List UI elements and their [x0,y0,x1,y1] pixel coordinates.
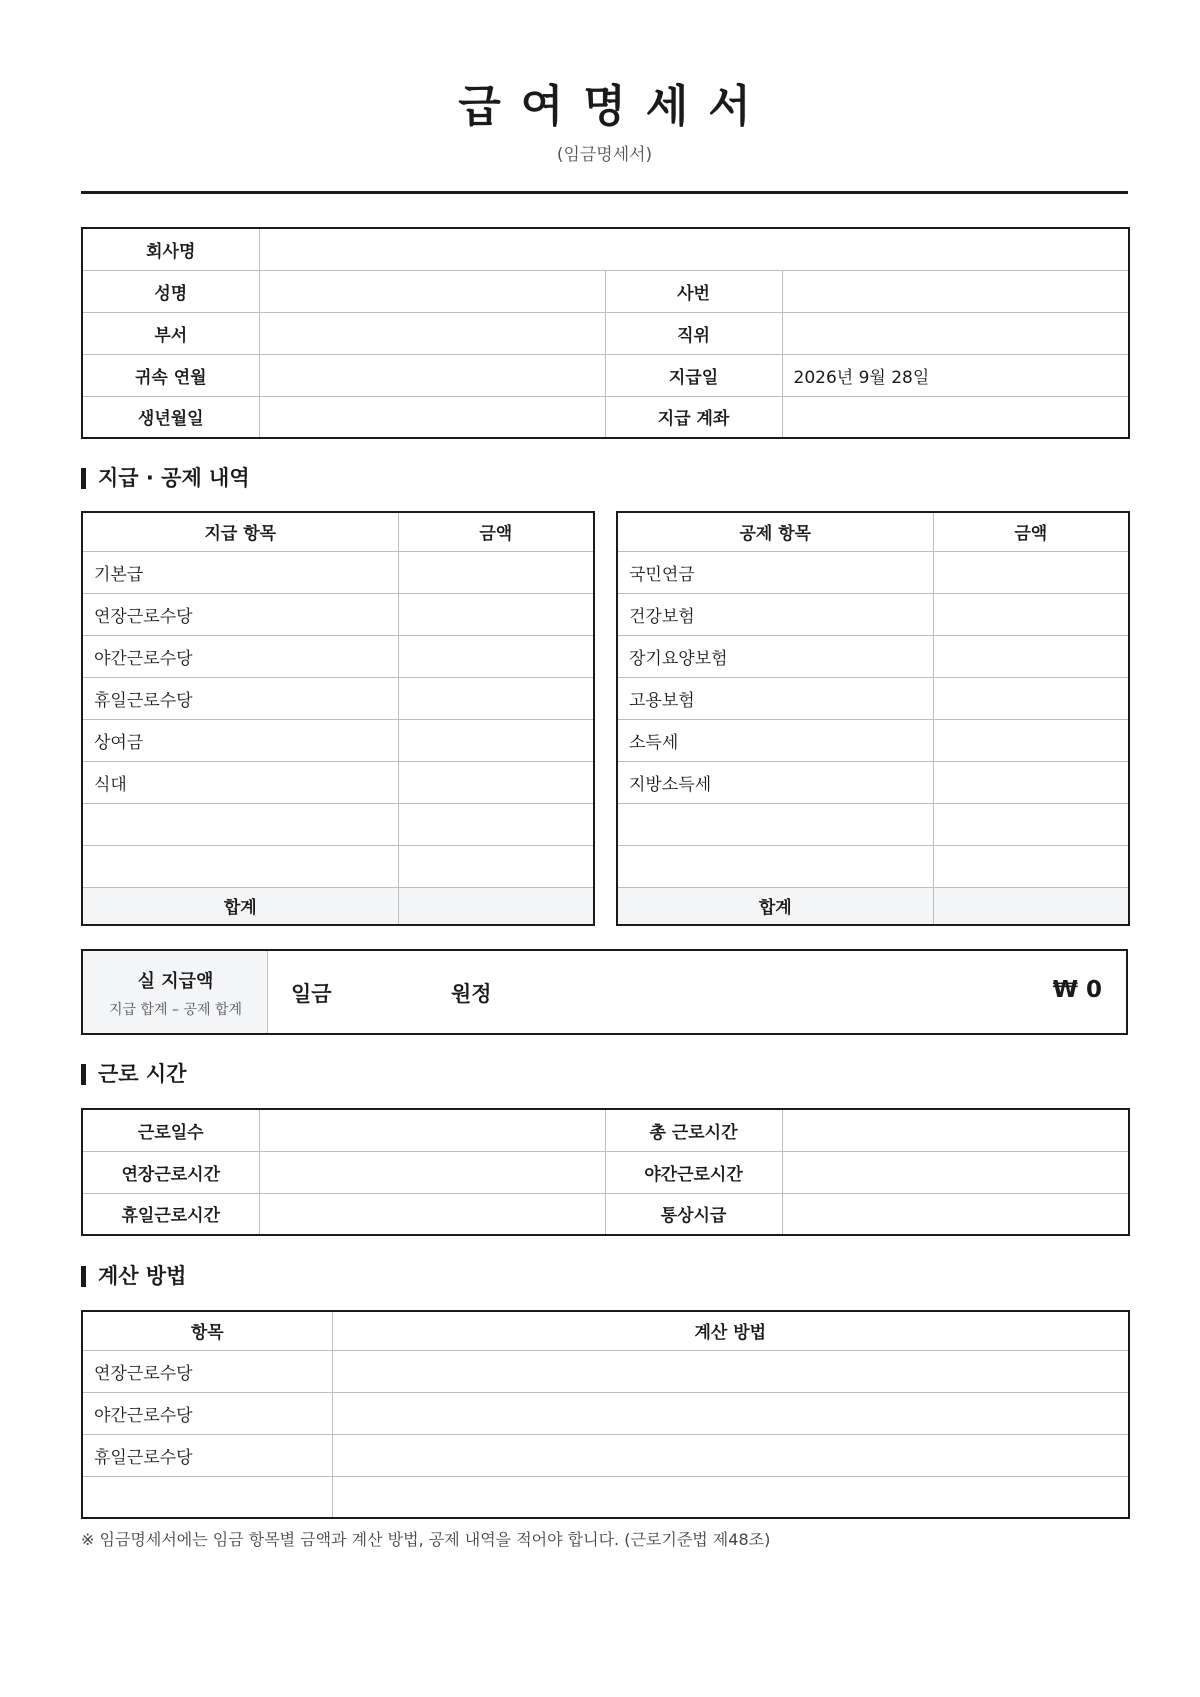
paydate-label: 지급일 [605,354,782,396]
deduction-item: 장기요양보험 [617,635,933,677]
deduction-item[interactable] [617,803,933,845]
deduction-amount[interactable] [933,845,1129,887]
table-row [617,803,1129,845]
net-pay-label: 실 지급액 [137,971,214,992]
work-row-overtime [82,1151,1129,1193]
deduction-item: 건강보험 [617,593,933,635]
earnings-item[interactable] [82,803,398,845]
net-pay-box [81,949,1128,1035]
info-row-name [82,270,1129,312]
info-row-birth [82,396,1129,438]
table-row [82,845,594,887]
earnings-amount-header: 금액 [398,512,594,551]
earnings-item: 야간근로수당 [82,635,398,677]
earnings-item: 상여금 [82,719,398,761]
info-row-department [82,312,1129,354]
table-row [617,677,1129,719]
calc-item-header: 항목 [82,1311,332,1350]
company-value[interactable] [259,228,1129,270]
calc-method-header: 계산 방법 [332,1311,1129,1350]
earnings-total-value [398,887,594,925]
deductions-item-header: 공제 항목 [617,512,933,551]
deductions-total-label: 합계 [617,887,933,925]
info-row-period [82,354,1129,396]
deduction-amount[interactable] [933,761,1129,803]
work-hours-table [81,1108,1130,1236]
hourly-wage-label: 통상시급 [605,1193,782,1235]
holiday-hours-label: 휴일근로시간 [82,1193,259,1235]
deduction-amount[interactable] [933,593,1129,635]
table-row [617,551,1129,593]
name-label: 성명 [82,270,259,312]
deduction-amount[interactable] [933,635,1129,677]
earnings-amount[interactable] [398,551,594,593]
info-row-company [82,228,1129,270]
night-hours-value[interactable] [782,1151,1129,1193]
deductions-table [616,511,1130,926]
birthdate-value[interactable] [259,396,605,438]
table-row [82,635,594,677]
calc-item[interactable] [82,1476,332,1518]
earnings-amount[interactable] [398,761,594,803]
earnings-total-label: 합계 [82,887,398,925]
earnings-item: 식대 [82,761,398,803]
total-hours-label: 총 근로시간 [605,1109,782,1151]
calc-method[interactable] [332,1434,1129,1476]
earnings-table [81,511,595,926]
table-row [82,593,594,635]
employee-info-table [81,227,1130,439]
earnings-item-header: 지급 항목 [82,512,398,551]
calc-method-table [81,1310,1130,1519]
calc-method[interactable] [332,1350,1129,1392]
table-row [82,1434,1129,1476]
document-title: 급여명세서 [458,81,771,132]
work-days-value[interactable] [259,1109,605,1151]
calc-item: 야간근로수당 [82,1392,332,1434]
table-row [617,635,1129,677]
table-row [82,551,594,593]
hourly-wage-value[interactable] [782,1193,1129,1235]
document-subtitle: (임금명세서) [556,145,653,165]
table-row [82,803,594,845]
earnings-header-row [82,512,594,551]
earnings-amount[interactable] [398,803,594,845]
paydate-value[interactable]: 2026년 9월 28일 [782,354,1129,396]
earnings-amount[interactable] [398,593,594,635]
deduction-amount[interactable] [933,803,1129,845]
deductions-header-row [617,512,1129,551]
table-row [82,719,594,761]
pay-section-title: 지급 · 공제 내역 [81,466,250,490]
table-row [617,761,1129,803]
period-value[interactable] [259,354,605,396]
position-value[interactable] [782,312,1129,354]
deduction-item: 고용보험 [617,677,933,719]
birthdate-label: 생년월일 [82,396,259,438]
table-row [82,1476,1129,1518]
work-row-holiday [82,1193,1129,1235]
net-pay-amount: ₩ 0 [1052,977,1102,1003]
account-label: 지급 계좌 [605,396,782,438]
employee-number-label: 사번 [605,270,782,312]
net-pay-formula: 지급 합계 – 공제 합계 [109,1002,242,1018]
night-hours-label: 야간근로시간 [605,1151,782,1193]
deduction-item: 지방소득세 [617,761,933,803]
earnings-total-row [82,887,594,925]
table-row [617,719,1129,761]
work-days-label: 근로일수 [82,1109,259,1151]
earnings-amount[interactable] [398,845,594,887]
calc-item: 연장근로수당 [82,1350,332,1392]
deduction-amount[interactable] [933,719,1129,761]
deductions-amount-header: 금액 [933,512,1129,551]
calc-method[interactable] [332,1392,1129,1434]
work-row-days [82,1109,1129,1151]
deduction-item[interactable] [617,845,933,887]
period-label: 귀속 연월 [82,354,259,396]
deduction-amount[interactable] [933,677,1129,719]
legal-footnote: ※ 임금명세서에는 임금 항목별 금액과 계산 방법, 공제 내역을 적어야 합니다. (근로기준법 제48조) [81,1530,771,1549]
company-label: 회사명 [82,228,259,270]
work-hours-section-title: 근로 시간 [81,1062,186,1086]
position-label: 직위 [605,312,782,354]
table-row [82,761,594,803]
holiday-hours-value[interactable] [259,1193,605,1235]
earnings-amount[interactable] [398,635,594,677]
calc-header-row [82,1311,1129,1350]
earnings-item: 휴일근로수당 [82,677,398,719]
earnings-item: 연장근로수당 [82,593,398,635]
net-pay-ilgeum: 일금 [291,982,332,1006]
earnings-item[interactable] [82,845,398,887]
table-row [82,1350,1129,1392]
table-row [82,677,594,719]
earnings-amount[interactable] [398,677,594,719]
name-value[interactable] [259,270,605,312]
overtime-hours-value[interactable] [259,1151,605,1193]
title-divider [81,191,1128,194]
calc-method-section-title: 계산 방법 [81,1264,186,1288]
deductions-total-value [933,887,1129,925]
account-value[interactable] [782,396,1129,438]
table-row [617,845,1129,887]
department-label: 부서 [82,312,259,354]
earnings-amount[interactable] [398,719,594,761]
calc-method[interactable] [332,1476,1129,1518]
calc-item: 휴일근로수당 [82,1434,332,1476]
deduction-amount[interactable] [933,551,1129,593]
net-pay-label-cell [83,951,268,1033]
overtime-hours-label: 연장근로시간 [82,1151,259,1193]
total-hours-value[interactable] [782,1109,1129,1151]
table-row [617,593,1129,635]
deduction-item: 국민연금 [617,551,933,593]
net-pay-wonjeong: 원정 [451,982,492,1006]
department-value[interactable] [259,312,605,354]
deduction-item: 소득세 [617,719,933,761]
employee-number-value[interactable] [782,270,1129,312]
deductions-total-row [617,887,1129,925]
earnings-item: 기본급 [82,551,398,593]
table-row [82,1392,1129,1434]
